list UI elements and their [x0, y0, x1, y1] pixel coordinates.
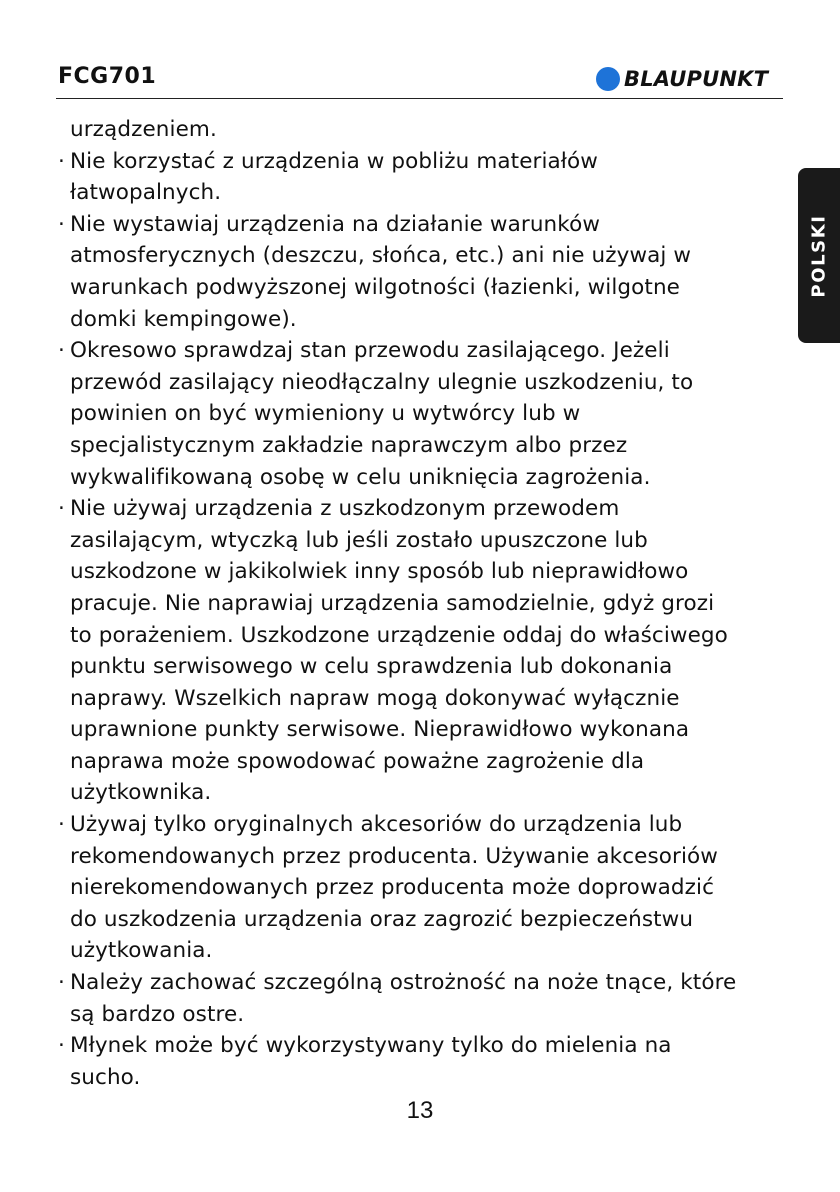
bullet-line [58, 493, 780, 525]
text-line: Młynek może być wykorzystywany tylko do mielenia na [70, 1033, 672, 1059]
text-line: łatwopalnych. [70, 180, 222, 206]
text-line: rekomendowanych przez producenta. Używanie akcesoriów [70, 843, 718, 869]
header-divider [56, 98, 783, 99]
text-line: to porażeniem. Uszkodzone urządzenie oddaj do właściwego [70, 622, 728, 648]
text-line: wykwalifikowaną osobę w celu uniknięcia zagrożenia. [70, 464, 651, 490]
text-line: naprawa może spowodować poważne zagrożenie dla [70, 748, 645, 774]
language-label: POLSKI [808, 213, 830, 298]
text-line: powinien on być wymieniony u wytwórcy lub w [70, 401, 581, 427]
bullet-marker: · [58, 1033, 65, 1059]
text-line: do uszkodzenia urządzenia oraz zagrozić bezpieczeństwu [70, 906, 694, 932]
text-line: atmosferycznych (deszczu, słońca, etc.) ani nie używaj w [70, 243, 692, 269]
brand-name: BLAUPUNKT [624, 67, 769, 91]
text-line: zasilającym, wtyczką lub jeśli zostało upuszczone lub [70, 527, 648, 553]
bullet-marker: · [58, 148, 65, 174]
text-line: przewód zasilający nieodłączalny ulegnie uszkodzeniu, to [70, 369, 694, 395]
bullet-marker: · [58, 211, 65, 237]
brand-dot-icon [596, 67, 620, 91]
bullet-marker: · [58, 338, 65, 364]
text-line: punktu serwisowego w celu sprawdzenia lub dokonania [70, 654, 673, 680]
brand-logo [596, 65, 768, 93]
bullet-line [58, 1030, 780, 1062]
text-line: urządzeniem. [70, 117, 217, 142]
text-line: uszkodzone w jakikolwiek inny sposób lub nieprawidłowo [70, 559, 689, 585]
text-line: są bardzo ostre. [70, 1001, 245, 1027]
text-line: Nie używaj urządzenia z uszkodzonym przewodem [70, 496, 620, 522]
bullet-line [58, 209, 780, 241]
bullet-marker: · [58, 970, 65, 996]
bullet-line [58, 967, 780, 999]
text-line: Nie korzystać z urządzenia w pobliżu materiałów [70, 148, 598, 174]
text-line: warunkach podwyższonej wilgotności (łazienki, wilgotne [70, 274, 680, 300]
bullet-marker: · [58, 812, 65, 838]
text-line: Okresowo sprawdzaj stan przewodu zasilającego. Jeżeli [70, 338, 670, 364]
text-line: nierekomendowanych przez producenta może doprowadzić [70, 875, 715, 901]
text-line: Używaj tylko oryginalnych akcesoriów do urządzenia lub [70, 812, 683, 838]
safety-instructions [58, 114, 780, 1093]
text-line: Należy zachować szczególną ostrożność na noże tnące, które [70, 970, 737, 996]
bullet-line [58, 146, 780, 178]
text-line: domki kempingowe). [70, 306, 297, 332]
text-line: sucho. [70, 1064, 141, 1090]
text-line: pracuje. Nie naprawiaj urządzenia samodzielnie, gdyż grozi [70, 590, 715, 616]
page-number: 13 [406, 1097, 434, 1124]
text-line: Nie wystawiaj urządzenia na działanie warunków [70, 211, 601, 237]
bullet-line [58, 809, 780, 841]
text-line: uprawnione punkty serwisowe. Nieprawidłowo wykonana [70, 717, 690, 743]
bullet-marker: · [58, 496, 65, 522]
text-line: użytkownika. [70, 780, 212, 806]
text-line: naprawy. Wszelkich napraw mogą dokonywać wyłącznie [70, 685, 680, 711]
model-number: FCG701 [58, 64, 157, 89]
text-line: użytkowania. [70, 938, 213, 964]
language-tab [798, 168, 840, 343]
text-line: specjalistycznym zakładzie naprawczym albo przez [70, 432, 628, 458]
bullet-line [58, 335, 780, 367]
